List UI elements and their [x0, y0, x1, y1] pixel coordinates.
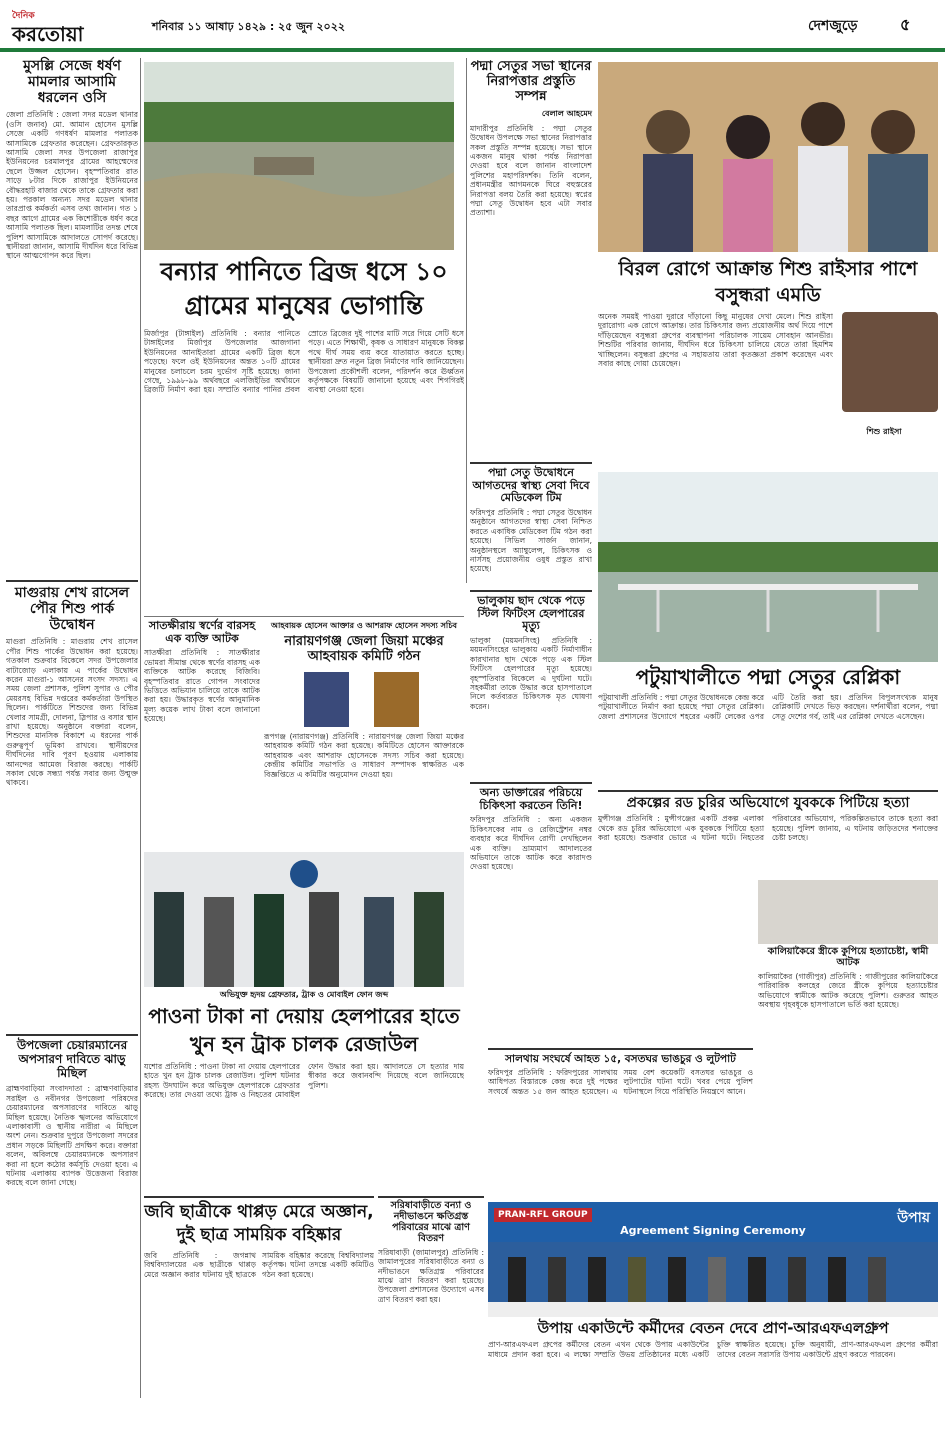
article-helper-death — [470, 590, 592, 780]
page-number: ৫ — [900, 15, 911, 34]
section-name: দেশজুড়ে — [808, 18, 858, 34]
body: রূপগঞ্জ (নারায়ণগঞ্জ) প্রতিনিধি : নারায়ণগঞ্জ জেলা জিয়া মঞ্চের আহবায়ক কমিটি গঠন করা হয়েছে। কমিটিতে হোসেন আক্তারকে আহবায়ক এবং আশরাফ হোসেনকে সদস্য সচিব করা হয়েছে। কেন্দ্রীয় কমিটির সভাপতি ও সাধারণ সম্পাদক স্বাক্ষরিত এক বিজ্ঞপ্তিতে এ কমিটির অনুমোদন দেওয়া হয়। — [264, 732, 464, 779]
headline: জবি ছাত্রীকে থাপ্পড় মেরে অজ্ঞান, দুই ছাত্র সাময়িক বহিষ্কার — [144, 1202, 374, 1245]
article-chairman-protest — [6, 1034, 138, 1444]
article-satkhira — [144, 620, 260, 848]
flood-image — [144, 62, 454, 250]
ceremony-photo — [488, 1202, 938, 1317]
divider — [140, 58, 141, 1398]
article-sherpur — [758, 1185, 938, 1205]
article-rape-accused — [6, 58, 138, 578]
headline: পদ্মা সেতু উদ্বোধনে আগতদের স্বাস্থ্য সেবা দিবে মেডিকেল টিম — [472, 466, 590, 505]
headline: পটুয়াখালীতে পদ্মা সেতুর রেপ্লিকা — [635, 665, 901, 689]
child-photo-caption: শিশু রাইসা — [866, 427, 902, 436]
police-press-image — [144, 852, 464, 987]
headline: উপায় একাউন্টে কর্মীদের বেতন দেবে প্রাণ-আরএফএলগ্রুপ — [537, 1319, 889, 1337]
headline: কালিয়াকৈরে স্ত্রীকে কুপিয়ে হত্যাচেষ্টা, স্বামী আটক — [767, 946, 929, 968]
body: মাদারীপুর প্রতিনিধি : পদ্মা সেতুর উদ্বোধন উপলক্ষে সভা স্থানের নিরাপত্তার সকল প্রস্তুতি সম্পন্ন হয়েছে। সভা স্থানে একজন মানুষ থাকা পর্যন্ত নিরাপত্তা দেওয়া হবে বলে জানান বাংলাদেশ পুলিশের মহাপরিদর্শক। তিনি বলেন, প্রধানমন্ত্রীর আগমনকে ঘিরে বহুস্তরের নিরাপত্তা বলয় তৈরি করা হয়েছে। স্বপ্নের পদ্মা সেতু উদ্বোধন হবে এটা সবার প্রত্যাশা। — [470, 123, 592, 218]
body: জবি প্রতিনিধি : জগন্নাথ বিশ্ববিদ্যালয়ের এক ছাত্রীকে থাপ্পড় মেরে অজ্ঞান করার ঘটনায় দুই ছাত্রকে সাময়িক বহিষ্কার করেছে বিশ্ববিদ্যালয় কর্তৃপক্ষ। ঘটনা তদন্তে একটি কমিটিও গঠন করা হয়েছে। — [144, 1251, 374, 1279]
logo-main-text: করতোয়া — [12, 22, 84, 46]
headline: মাগুরায় শেখ রাসেল পৌর শিশু পার্ক উদ্বোধন — [14, 585, 130, 634]
body: মাগুরা প্রতিনিধি : মাগুরায় শেখ রাসেল পৌর শিশু পার্কের উদ্বোধন করা হয়েছে। গতকাল শুক্রবার বিকেলে সদর উপজেলার বাটাজোড় এলাকায় এ পার্কের উদ্বোধন করেন মাগুরা-১ আসনের সংসদ সদস্য। এ সময় জেলা প্রশাসক, পুলিশ সুপার ও পৌর মেয়রসহ বিভিন্ন দপ্তরের কর্মকর্তারা উপস্থিত ছিলেন। পার্কটিতে শিশুদের জন্য বিভিন্ন খেলার সামগ্রী, দোলনা, স্লিপার ও বসার স্থান রাখা হয়েছে। অনুষ্ঠানে বক্তারা বলেন, শিশুদের মানসিক বিকাশে এ ধরনের পার্ক গুরুত্বপূর্ণ ভূমিকা রাখবে। স্থানীয়দের দীর্ঘদিনের দাবি পূরণ হওয়ায় এলাকায় আনন্দের আমেজ বিরাজ করছে। পার্কটি সকাল থেকে সন্ধ্যা পর্যন্ত সবার জন্য উন্মুক্ত থাকবে। — [6, 637, 138, 788]
date-line: শনিবার ১১ আষাঢ় ১৪২৯ : ২৫ জুন ২০২২ — [152, 20, 346, 33]
newspaper-logo — [12, 8, 132, 44]
portrait-right — [374, 672, 419, 727]
body: জেলা প্রতিনিধি : জেলা সদর মডেল থানার (ওসি জনাব) মো. আমান হোসেন মুসল্লি সেজে একটি গণধর্ষণ মামলার পলাতক আসামিকে গ্রেফতার করেছেন। গ্রেফতারকৃত আসামি জেলা সদর উপজেলা রাজাপুর ইউনিয়নের চরমালপুর গ্রামের আহম্মেদের ছেলে উজ্জল হোসেন। বৃহস্পতিবার রাত সাড়ে ৮টার দিকে রাজাপুর ইউনিয়নের বৌদ্ধরহাট বাজার থেকে তাকে গ্রেফতার করা হয়। পরকাল অন্যন্য সদর মডেল থানার তারপ্রাপ্ত কর্মকর্তা এসব তথ্য জানান। গত ১ বছর আগে গ্রামের এক কিশোরীকে ধর্ষণ করে আসামি পলাতক ছিল। মামলাটির তদন্ত শেষে পুলিশ আসামিকে আদালতে সোপর্দ করেছে। স্থানীয়রা জানান, আসামি দীর্ঘদিন ধরে বিভিন্ন স্থানে আত্মগোপন করে ছিল। — [6, 110, 138, 261]
article-university — [144, 1196, 374, 1446]
headline: নারায়ণগঞ্জ জেলা জিয়া মঞ্চের আহবায়ক কমিটি গঠন — [284, 634, 444, 664]
body: কালিয়াকৈর (গাজীপুর) প্রতিনিধি : গাজীপুরের কালিয়াকৈরে পারিবারিক কলহের জেরে স্ত্রীকে কুপিয়ে হত্যাচেষ্টার অভিযোগে স্বামীকে আটক করেছে পুলিশ। গুরুতর আহত অবস্থায় গৃহবধূকে হাসপাতালে ভর্তি করা হয়েছে। — [758, 971, 938, 1010]
headline: প্রকল্পের রড চুরির অভিযোগে যুবককে পিটিয়ে হত্যা — [626, 795, 910, 811]
byline: বেলাল আহমেদ — [541, 108, 592, 118]
headline: পদ্মা সেতুর সভা স্থানের নিরাপত্তার প্রস্তুতি সম্পন্ন — [470, 59, 592, 104]
article-kalia — [758, 880, 938, 1180]
article-magura-park — [6, 580, 138, 1030]
article-faridpur-clash — [488, 1048, 753, 1198]
article-relief — [378, 1196, 484, 1446]
body: যশোর প্রতিনিধি : পাওনা টাকা না দেয়ায় হেলপারের হাতে খুন হন ট্রাক চালক রেজাউল। পুলিশ ঘটনার রহস্য উদঘাটন করে অভিযুক্ত হেলপারকে গ্রেফতার করেছে। তার দেওয়া তথ্যে ট্রাক ও নিহতের মোবাইল ফোন উদ্ধার করা হয়। আদালতে সে হত্যার দায় স্বীকার করে জবানবন্দি দিয়েছে বলে জানিয়েছে পুলিশ। — [144, 1062, 464, 1100]
body: পটুয়াখালী প্রতিনিধি : পদ্মা সেতুর উদ্বোধনকে কেন্দ্র করে পটুয়াখালীতে নির্মাণ করা হয়েছে পদ্মা সেতুর রেপ্লিকা। জেলা প্রশাসনের উদ্যোগে শহরের একটি লেকের ওপর এটি তৈরি করা হয়। প্রতিদিন বিপুলসংখ্যক মানুষ রেপ্লিকাটি দেখতে ভিড় করছেন। দর্শনার্থীরা বলেন, পদ্মা সেতু দেশের গর্ব, তাই এর রেপ্লিকা দেখতে এসেছেন। — [598, 693, 938, 721]
logo-top-text: দৈনিক — [12, 11, 35, 21]
article-narayanganj — [264, 620, 464, 848]
body: ব্রাহ্মণবাড়িয়া সংবাদদাতা : ব্রাহ্মণবাড়িয়ার সরাইল ও নবীনগর উপজেলা পরিষদের চেয়ারম্যানের অপসারণের দাবিতে ঝাড়ু মিছিল হয়েছে। নৈতিক স্খলনের অভিযোগে এলাকাবাসী ও স্থানীয় নারীরা এ মিছিলে অংশ নেন। শুক্রবার দুপুরে উপজেলা সদরের প্রধান সড়কে মিছিলটি প্রদক্ষিণ করে। বক্তারা বলেন, অবিলম্বে চেয়ারম্যানকে অপসারণ করা না হলে কঠোর কর্মসূচি দেওয়া হবে। এ ঘটনায় এলাকায় ব্যাপক উত্তেজনা বিরাজ করছে বলে জানা গেছে। — [6, 1084, 138, 1188]
headline: অন্য ডাক্তারের পরিচয়ে চিকিৎসা করতেন তিনি! — [479, 786, 583, 812]
headline: বন্যার পানিতে ব্রিজ ধসে ১০ গ্রামের মানুষের ভোগান্তি — [160, 257, 448, 320]
replica-image — [598, 472, 938, 662]
body: প্রাণ-আরএফএল গ্রুপের কর্মীদের বেতন এখন থেকে উপায় একাউন্টের মাধ্যমে প্রদান করা হবে। এ লক্ষ্যে সম্প্রতি উভয় প্রতিষ্ঠানের মধ্যে একটি চুক্তি স্বাক্ষরিত হয়েছে। চুক্তি অনুযায়ী, প্রাণ-আরএফএল গ্রুপের কর্মীরা তাদের বেতন সরাসরি উপায় একাউন্টে গ্রহণ করতে পারবেন। — [488, 1340, 938, 1359]
headline: মুসল্লি সেজে ধর্ষণ মামলার আসামি ধরলেন ওসি — [23, 58, 121, 107]
ceremony-banner: Agreement Signing Ceremony — [620, 1224, 806, 1237]
rare-disease-photo — [598, 62, 938, 252]
headline: সরিষাবাড়ীতে বন্যা ও নদীভাঙনে ক্ষতিগ্রস্ত পরিবারের মাঝে ত্রাণ বিতরণ — [390, 1200, 472, 1244]
article-padma-venue — [470, 60, 592, 460]
body: অনেক সময়ই পাওয়া দুরারে দাঁড়ানো কিছু মানুষের দেখা মেলে। শিশু রাইসা দুরারোগ্য এক রোগে আক্রান্ত। তার চিকিৎসার জন্য প্রয়োজনীয় অর্থ দিয়ে পাশে দাঁড়িয়েছেন বসুন্ধরা গ্রুপের ব্যবস্থাপনা পরিচালক সায়েম সোবহান আনভীর। শিশুটির পরিবার জানায়, দীর্ঘদিন ধরে চিকিৎসা চালিয়ে যেতে তারা হিমশিম খাচ্ছিলেন। বসুন্ধরা গ্রুপের এ সহায়তায় তারা কৃতজ্ঞতা প্রকাশ করেছেন এবং সবার কাছে দোয়া চেয়েছেন। — [598, 312, 833, 369]
divider — [466, 58, 467, 583]
body: মির্জাপুর (টাঙ্গাইল) প্রতিনিধি : বন্যার পানিতে টাঙ্গাইলের মির্জাপুর উপজেলার আজগানা ইউনিয়নের আনাইতারা গ্রামের একটি ব্রিজ ধসে পড়েছে। ফলে ওই ইউনিয়নের অন্তত ১০টি গ্রামের মানুষের চলাচলে চরম দুর্ভোগ সৃষ্টি হয়েছে। জানা গেছে, ১৯৯৮-৯৯ অর্থবছরে এলজিইডির অর্থায়নে ব্রিজটি নির্মাণ করা হয়। সম্প্রতি বন্যার পানির প্রবল স্রোতে ব্রিজের দুই পাশের মাটি সরে গিয়ে সেটি ধসে পড়ে। এতে শিক্ষার্থী, কৃষক ও সাধারণ মানুষকে বিকল্প পথে দীর্ঘ সময় ব্যয় করে যাতায়াত করতে হচ্ছে। স্থানীয়রা দ্রুত নতুন ব্রিজ নির্মাণের দাবি জানিয়েছেন। উপজেলা প্রকৌশলী বলেন, পরিদর্শন করে ঊর্ধ্বতন কর্তৃপক্ষকে বিষয়টি জানানো হয়েছে এবং শিগগিরই ব্যবস্থা নেওয়া হবে। — [144, 329, 464, 395]
masthead — [0, 0, 945, 56]
portrait-left — [304, 672, 349, 727]
headline: সালথায় সংঘর্ষে আহত ১৫, বসতঘর ভাঙচুর ও লুটপাট — [505, 1053, 736, 1065]
pran-logo: PRAN-RFL GROUP — [494, 1208, 592, 1222]
body: ফরিদপুর প্রতিনিধি : পদ্মা সেতুর উদ্বোধন অনুষ্ঠানে আগতদের স্বাস্থ্য সেবা নিশ্চিত করতে একাধিক মেডিকেল টিম গঠন করা হয়েছে। সিভিল সার্জন জানান, অনুষ্ঠানস্থলে অ্যাম্বুলেন্স, চিকিৎসক ও নার্সসহ প্রয়োজনীয় ওষুধ প্রস্তুত রাখা হয়েছে। — [470, 507, 592, 574]
body: সরিষাবাড়ী (জামালপুর) প্রতিনিধি : জামালপুরের সরিষাবাড়ীতে বন্যা ও নদীভাঙনে ক্ষতিগ্রস্ত পরিবারের মাঝে ত্রাণ বিতরণ করা হয়েছে। উপজেলা প্রশাসনের উদ্যোগে এসব ত্রাণ বিতরণ করা হয়। — [378, 1247, 484, 1304]
headline: ভালুকায় ছাদ থেকে পড়ে স্টিল ফিটিংস হেলপারের মৃত্যু — [477, 594, 585, 633]
article-upay — [488, 1320, 938, 1448]
child-photo — [842, 312, 938, 412]
body: ভালুকা (ময়মনসিংহ) প্রতিনিধি : ময়মনসিংহের ভালুকায় একটি নির্মাণাধীন কারখানার ছাদ থেকে পড়ে এক স্টিল ফিটিংস হেলপারের মৃত্যু হয়েছে। বৃহস্পতিবার বিকেলে এ দুর্ঘটনা ঘটে। সহকর্মীরা তাকে উদ্ধার করে হাসপাতালে নিলে কর্তব্যরত চিকিৎসক মৃত ঘোষণা করেন। — [470, 635, 592, 711]
upay-logo: উপায় — [897, 1210, 930, 1226]
kicker: আহবায়ক হোসেন আক্তার ও আশরাফ হোসেন সদস্য সচিব — [271, 621, 457, 630]
article-rare-disease — [598, 256, 938, 506]
bridge-flood-photo — [144, 62, 454, 250]
kalia-photo — [758, 880, 938, 944]
body: ফরিদপুর প্রতিনিধি : ফরিদপুরের সালথায় আধিপত্য বিস্তারকে কেন্দ্র করে দুই পক্ষের সংঘর্ষে অন্তত ১৫ জন আহত হয়েছেন। এ সময় বেশ কয়েকটি বসতঘর ভাঙচুর ও লুটপাটের ঘটনা ঘটে। খবর পেয়ে পুলিশ ঘটনাস্থলে গিয়ে পরিস্থিতি নিয়ন্ত্রণে আনে। — [488, 1068, 753, 1096]
truck-photo-caption: অভিযুক্ত হৃদয় গ্রেফতার, ট্রাক ও মোবাইল ফোন জব্দ — [219, 990, 389, 999]
ceremony-image — [598, 62, 938, 252]
article-medical-team — [470, 462, 592, 587]
article-padma-replica — [598, 666, 938, 786]
headline: উপজেলা চেয়ারম্যানের অপসারণ দাবিতে ঝাড়ু মিছিল — [16, 1038, 128, 1080]
body: সাতক্ষীরা প্রতিনিধি : সাতক্ষীরার ভোমরা সীমান্ত থেকে স্বর্ণের বারসহ এক ব্যক্তিকে আটক করেছে বিজিবি। বৃহস্পতিবার রাতে গোপন সংবাদের ভিত্তিতে অভিযান চালিয়ে তাকে আটক করা হয়। উদ্ধারকৃত স্বর্ণের আনুমানিক মূল্য কয়েক লাখ টাকা বলে জানানো হয়েছে। — [144, 648, 260, 724]
headline: বিরল রোগে আক্রান্ত শিশু রাইসার পাশে বসুন্ধরা এমডি — [618, 258, 918, 306]
truck-driver-photo — [144, 852, 464, 987]
divider — [144, 616, 464, 617]
headline: সাতক্ষীরায় স্বর্ণের বারসহ এক ব্যক্তি আটক — [148, 619, 256, 645]
upay-ad-block — [488, 1202, 938, 1317]
article-bridge-flood — [144, 255, 464, 615]
body: মুন্সীগঞ্জ প্রতিনিধি : মুন্সীগঞ্জের একটি প্রকল্প এলাকা থেকে রড চুরির অভিযোগে এক যুবককে পিটিয়ে হত্যা করা হয়েছে। শুক্রবার ভোরে এ ঘটনা ঘটে। নিহতের পরিবারের অভিযোগ, পরিকল্পিতভাবে তাকে হত্যা করা হয়েছে। পুলিশ জানায়, এ ঘটনায় জড়িতদের শনাক্তের চেষ্টা চলছে। — [598, 814, 938, 842]
body: ফরিদপুর প্রতিনিধি : অন্য একজন চিকিৎসকের নাম ও রেজিস্ট্রেশন নম্বর ব্যবহার করে দীর্ঘদিন রোগী দেখছিলেন এক ব্যক্তি। ভ্রাম্যমাণ আদালতের অভিযানে তাকে আটক করে কারাদণ্ড দেওয়া হয়েছে। — [470, 815, 592, 872]
masthead-rule — [0, 48, 945, 52]
padma-replica-photo — [598, 472, 938, 662]
article-truck-driver — [144, 1002, 464, 1192]
headline: পাওনা টাকা না দেয়ায় হেলপারের হাতে খুন হন ট্রাক চালক রেজাউল — [148, 1004, 460, 1056]
